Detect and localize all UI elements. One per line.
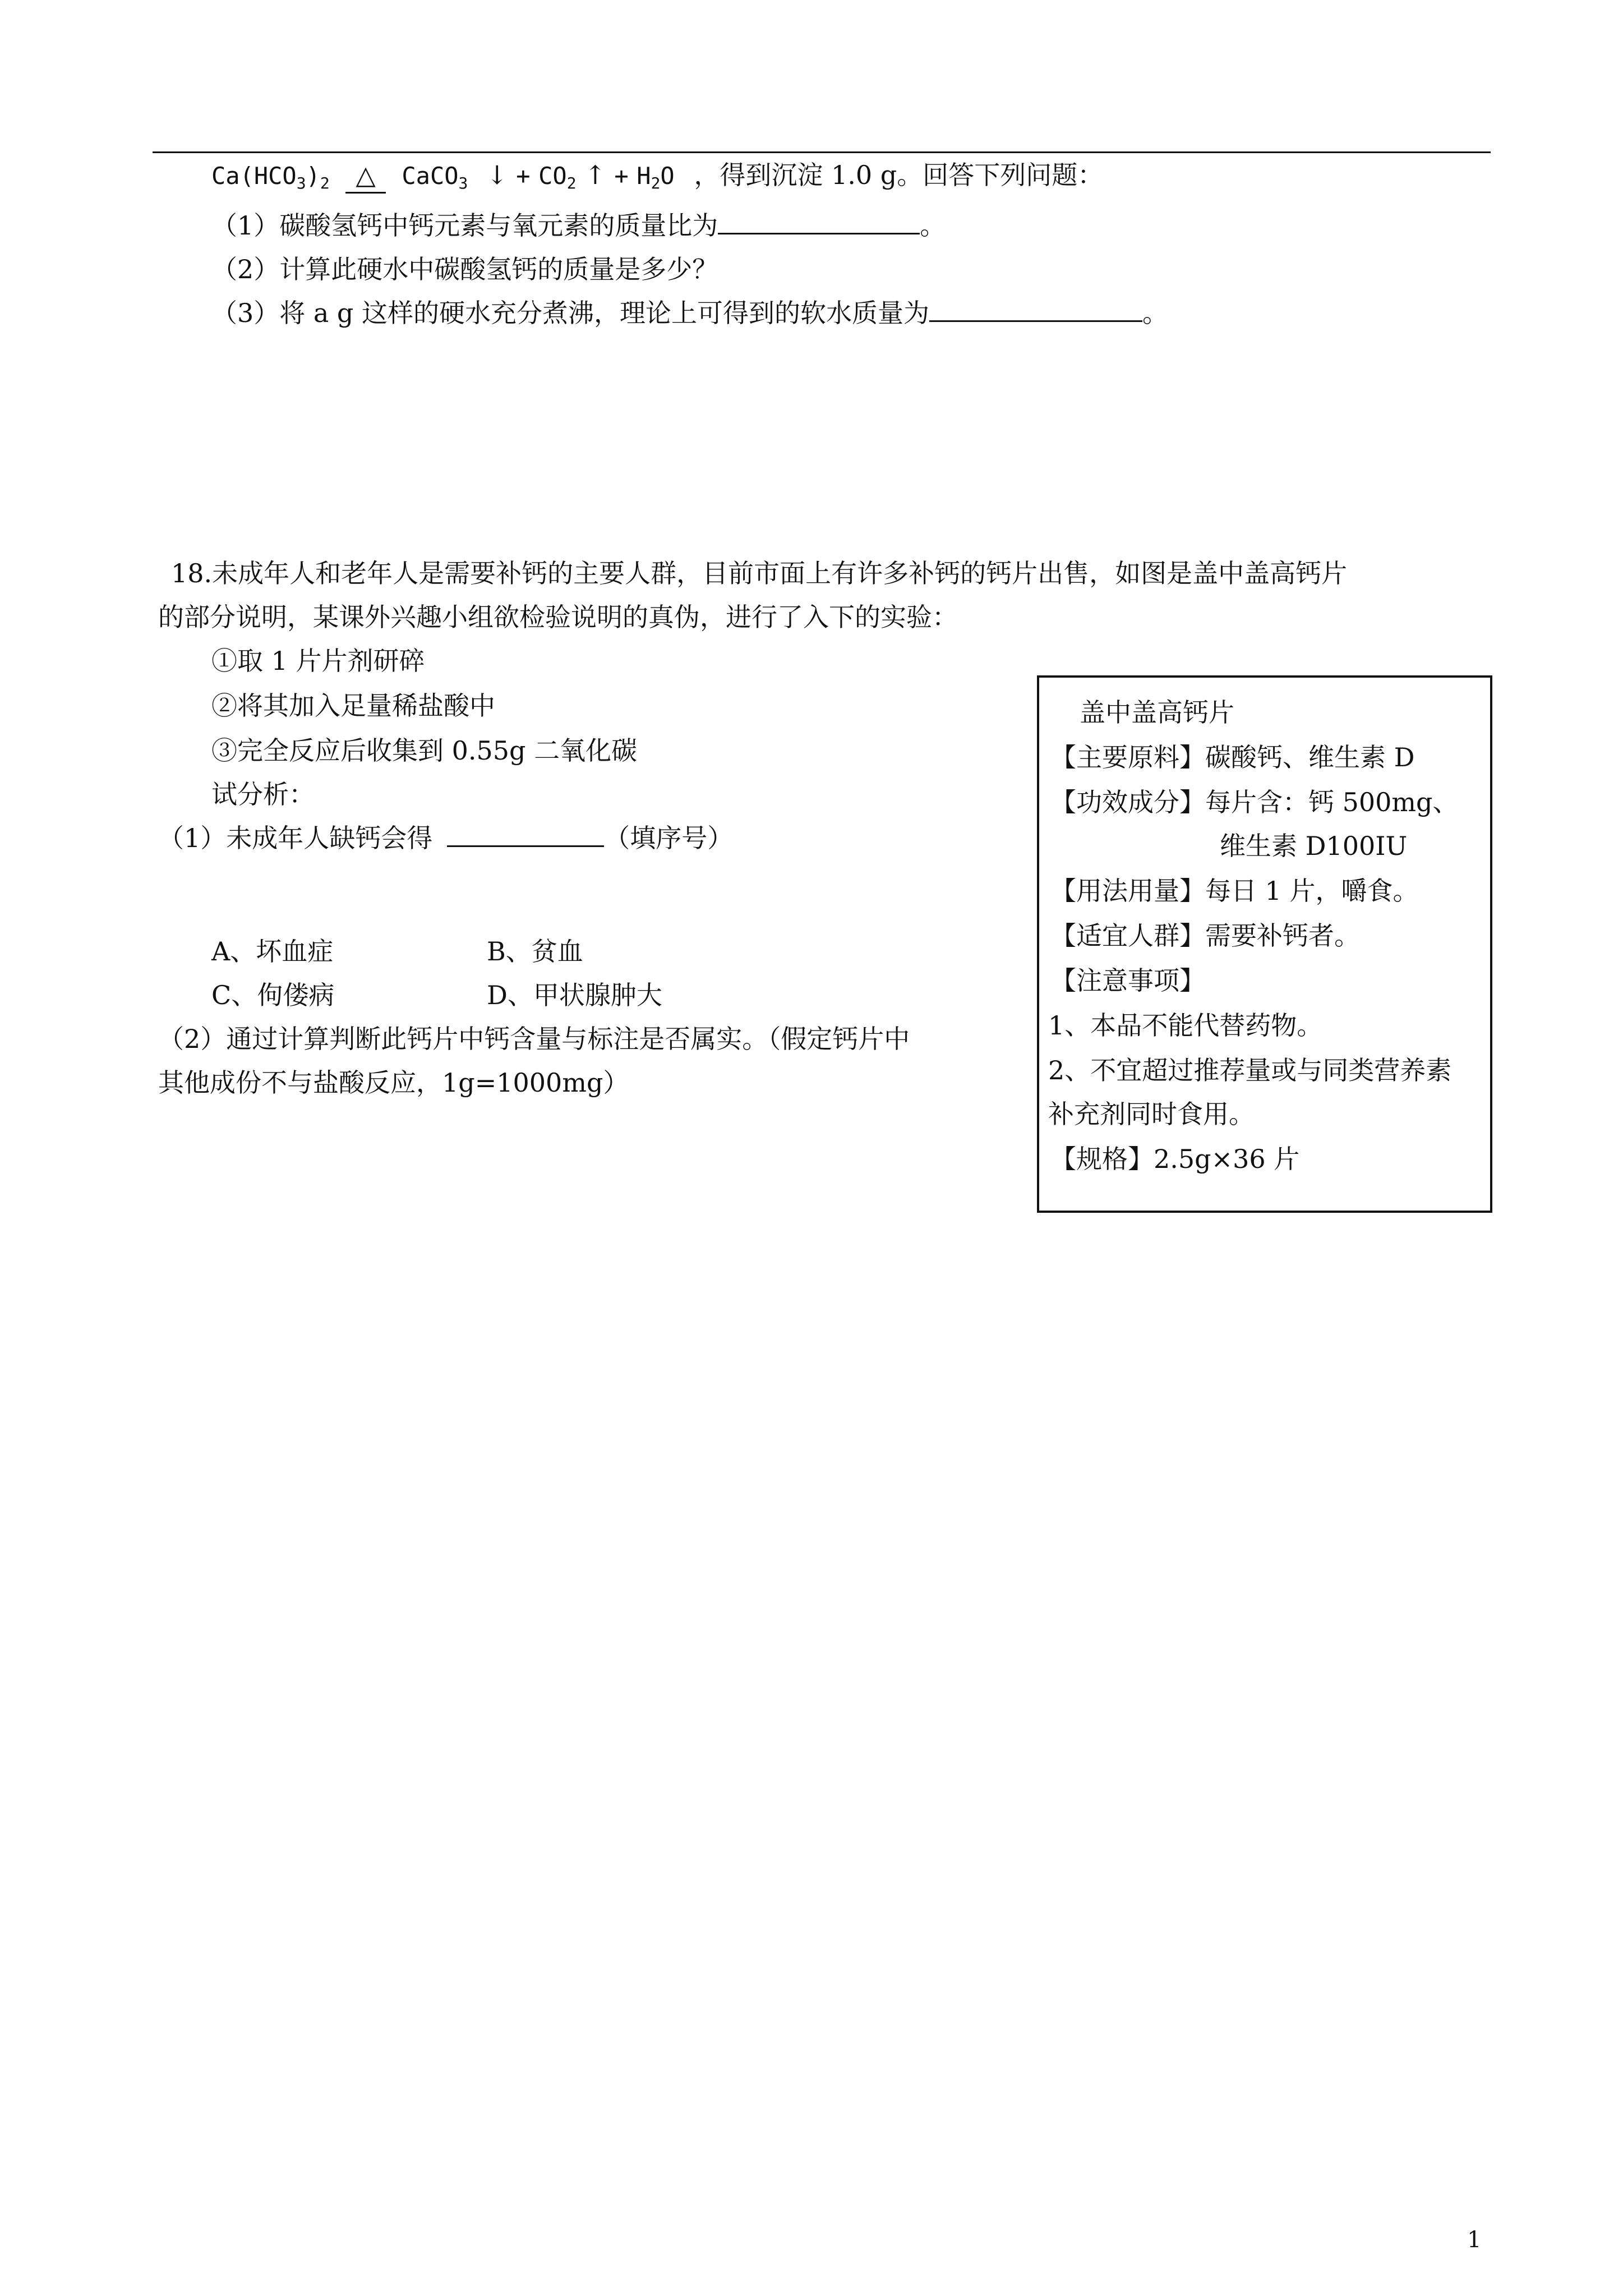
gas-arrow: ↑ <box>584 160 606 190</box>
label-caution-1: 1、本品不能代替药物。 <box>1048 1010 1323 1041</box>
label-title: 盖中盖高钙片 <box>1080 697 1234 728</box>
q17-subquestion-1 <box>211 209 946 242</box>
heating-condition: △ <box>345 158 385 194</box>
q18-sub1-text: （1）未成年人缺钙会得 <box>158 823 433 853</box>
header-rule <box>153 151 1491 153</box>
period: 。 <box>1142 298 1169 328</box>
q18-analysis-label: 试分析： <box>211 779 315 809</box>
chemical-equation <box>211 158 1103 194</box>
plus-sign: + <box>516 162 531 190</box>
label-active-ingredients: 【功效成分】每片含：钙 500mg、 <box>1050 787 1459 817</box>
precipitate-arrow: ↓ <box>486 160 508 190</box>
q17-sub1-text: （1）碳酸氢钙中钙元素与氧元素的质量比为 <box>211 210 718 241</box>
label-dosage: 【用法用量】每日 1 片，嚼食。 <box>1050 876 1419 906</box>
q18-subquestion-1 <box>158 821 733 855</box>
q18-subquestion-2-line2: 其他成份不与盐酸反应，1g=1000mg） <box>158 1068 629 1098</box>
label-suitable-for: 【适宜人群】需要补钙者。 <box>1050 921 1360 951</box>
eq-co2: $CO_2$ <box>538 162 577 192</box>
answer-blank[interactable] <box>718 210 920 234</box>
label-active-ingredients-cont: 维生素 D100IU <box>1220 831 1408 861</box>
product-label-box <box>1037 675 1492 1213</box>
q17-sub3-text: （3）将 a g 这样的硬水充分煮沸，理论上可得到的软水质量为 <box>211 298 930 328</box>
label-main-ingredients: 【主要原料】碳酸钙、维生素 D <box>1050 742 1415 772</box>
period: 。 <box>920 210 946 241</box>
q18-sub1-hint: （填序号） <box>604 823 734 853</box>
option-c: C、佝偻病 <box>211 980 335 1010</box>
q17-subquestion-3 <box>211 296 1168 330</box>
option-a: A、坏血症 <box>211 936 334 967</box>
option-b: B、贫血 <box>487 936 583 967</box>
q18-step-1: ①取 1 片片剂研碎 <box>211 646 425 676</box>
page-number: 1 <box>1467 2227 1482 2253</box>
label-caution-2-line2: 补充剂同时食用。 <box>1048 1099 1255 1129</box>
q18-step-2: ②将其加入足量稀盐酸中 <box>211 691 495 721</box>
plus-sign: + <box>614 162 629 190</box>
label-spec: 【规格】2.5g×36 片 <box>1050 1144 1300 1174</box>
label-caution-2-line1: 2、不宜超过推荐量或与同类营养素 <box>1048 1055 1452 1085</box>
q17-subquestion-2: （2）计算此硬水中碳酸氢钙的质量是多少？ <box>211 254 718 284</box>
q18-intro-line2: 的部分说明，某课外兴趣小组欲检验说明的真伪，进行了入下的实验： <box>158 602 958 632</box>
q18-intro-line1: 18.未成年人和老年人是需要补钙的主要人群，目前市面上有许多补钙的钙片出售，如图是盖中盖高钙片 <box>171 558 1348 588</box>
eq-result-text: ，得到沉淀 1.0 g。回答下列问题： <box>694 160 1104 190</box>
eq-reactant: $Ca(HCO_3)_2$ <box>211 162 330 192</box>
q18-step-3: ③完全反应后收集到 0.55g 二氧化碳 <box>211 735 638 766</box>
label-cautions-title: 【注意事项】 <box>1050 965 1205 996</box>
eq-h2o: $H_2O$ <box>637 162 675 192</box>
option-d: D、甲状腺肿大 <box>487 980 662 1010</box>
answer-blank[interactable] <box>929 298 1142 322</box>
eq-caco3: CaCO$_3$ <box>402 162 468 192</box>
answer-blank[interactable] <box>447 823 604 847</box>
q18-subquestion-2-line1: （2）通过计算判断此钙片中钙含量与标注是否属实。（假定钙片中 <box>158 1024 910 1054</box>
